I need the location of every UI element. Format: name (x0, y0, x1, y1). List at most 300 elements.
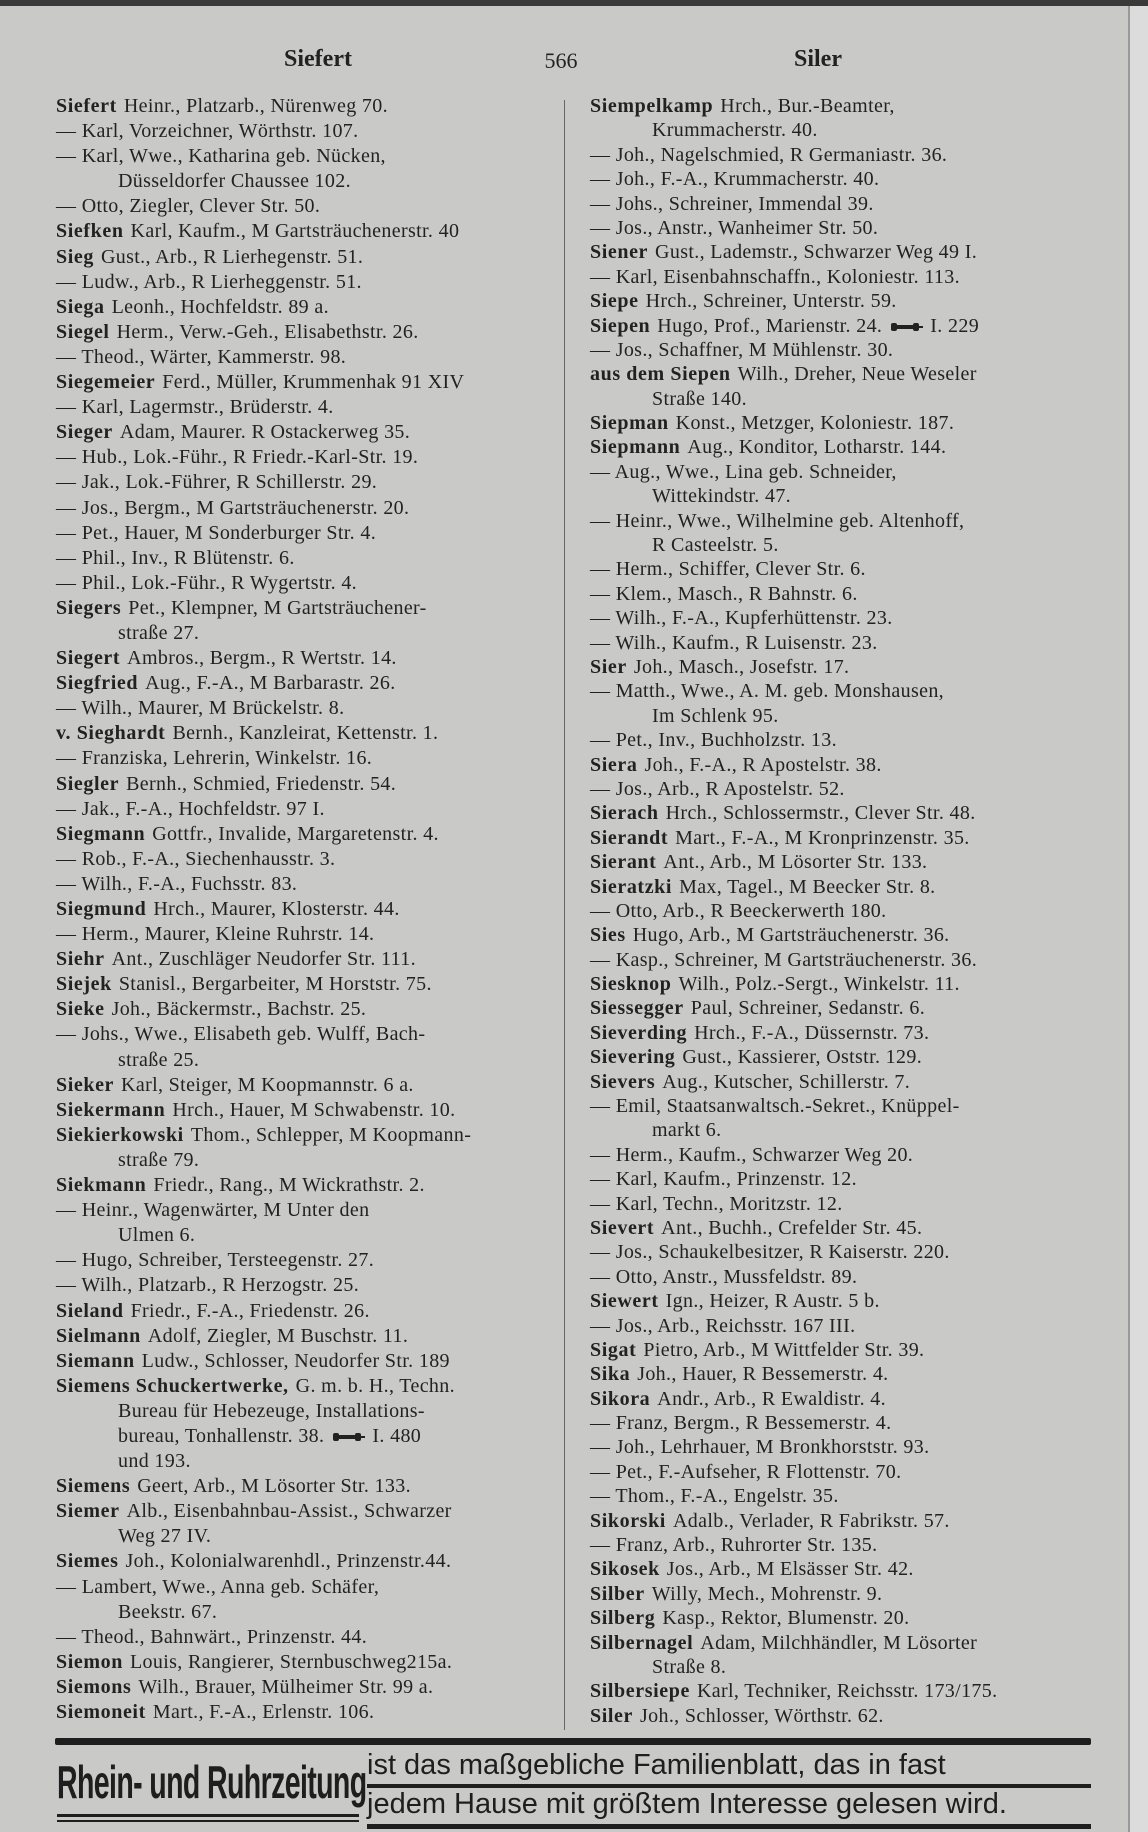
entry-details: Hrch., F.-A., Düssernstr. 73. (694, 1021, 930, 1044)
entry-details: Gottfr., Invalide, Margaretenstr. 4. (152, 822, 439, 845)
directory-entry-line (590, 1289, 1110, 1313)
entry-details: — Wilh., Maurer, M Brückelstr. 8. (56, 697, 345, 720)
entry-details: Aug., Konditor, Lotharstr. 144. (687, 436, 947, 459)
ad-text-line-2: jedem Hause mit größtem Interesse gelesen wird. (367, 1788, 1007, 1820)
directory-entry-line (590, 996, 1110, 1020)
directory-entry-line (56, 295, 556, 320)
entry-details: — Franz, Arb., Ruhrorter Str. 135. (590, 1534, 878, 1557)
entry-details: Thom., Schlepper, M Koopmann- (190, 1123, 472, 1146)
entry-surname: Siekermann (56, 1098, 166, 1121)
directory-entry-line (590, 1192, 1110, 1216)
directory-entry-line (56, 1549, 556, 1574)
directory-entry-line (56, 521, 556, 546)
entry-details: Adolf, Ziegler, M Buschstr. 11. (147, 1324, 409, 1347)
entry-details: Adam, Maurer. R Ostackerweg 35. (119, 421, 411, 444)
directory-entry-line (590, 1484, 1110, 1508)
entry-surname: Siewert (590, 1290, 659, 1313)
directory-entry-line (590, 192, 1110, 216)
entry-details: Wilh., Brauer, Mülheimer Str. 99 a. (138, 1675, 434, 1698)
entry-details: — Wilh., F.-A., Fuchsstr. 83. (56, 872, 298, 895)
directory-entry-line (56, 997, 556, 1022)
entry-details: Beekstr. 67. (118, 1600, 218, 1623)
entry-details: Kasp., Rektor, Blumenstr. 20. (662, 1607, 910, 1630)
directory-entry-line (56, 1424, 556, 1449)
entry-details: — Joh., Lehrhauer, M Bronkhorststr. 93. (590, 1436, 930, 1459)
directory-entry-line (590, 1216, 1110, 1240)
directory-entry-line (590, 1240, 1110, 1264)
entry-surname: Sier (590, 655, 627, 678)
entry-surname: Siejek (56, 973, 112, 996)
entry-details: Ant., Zuschläger Neudorfer Str. 111. (111, 948, 416, 971)
entry-details: Pietro, Arb., M Wittfelder Str. 39. (643, 1338, 925, 1361)
directory-entry-line (56, 144, 556, 169)
directory-entry-line (590, 1679, 1110, 1703)
entry-details: — Jos., Arb., R Apostelstr. 52. (590, 777, 845, 800)
directory-entry-line (56, 1650, 556, 1675)
entry-details: — Joh., F.-A., Krummacherstr. 40. (590, 168, 880, 191)
entry-surname: Siemens Schuckertwerke, (56, 1374, 289, 1397)
directory-entry-line (56, 1173, 556, 1198)
entry-details: Hrch., Bur.-Beamter, (720, 95, 895, 117)
entry-details: Hugo, Arb., M Gartsträuchenerstr. 36. (632, 924, 950, 947)
entry-details: — Rob., F.-A., Siechenhausstr. 3. (56, 847, 336, 870)
directory-entry-line (56, 1248, 556, 1273)
entry-surname: Silberg (590, 1607, 656, 1630)
newspaper-logo: Rhein- und Ruhrzeitung (57, 1756, 367, 1808)
entry-details: — Emil, Staatsanwaltsch.-Sekret., Knüppel- (590, 1095, 960, 1118)
entry-details: — Wilh., Platzarb., R Herzogstr. 25. (56, 1274, 360, 1297)
entry-details: G. m. b. H., Techn. (295, 1374, 455, 1397)
directory-entry-line (56, 797, 556, 822)
directory-entry-line (56, 1474, 556, 1499)
directory-entry-line (590, 1314, 1110, 1338)
entry-surname: Siera (590, 753, 638, 776)
directory-entry-line (590, 753, 1110, 777)
entry-details: und 193. (118, 1450, 191, 1473)
directory-entry-line (590, 1045, 1110, 1069)
entry-details: Aug., Kutscher, Schillerstr. 7. (662, 1070, 911, 1093)
entry-details: Düsseldorfer Chaussee 102. (118, 170, 351, 193)
entry-details: Karl, Techniker, Reichsstr. 173/175. (696, 1680, 998, 1703)
entry-details: Gust., Kassierer, Oststr. 129. (682, 1046, 923, 1069)
entry-surname: Sierach (590, 802, 659, 825)
entry-details: Joh., Bäckermstr., Bachstr. 25. (111, 998, 367, 1021)
telephone-icon (890, 315, 930, 337)
entry-surname: Sievers (590, 1070, 656, 1093)
entry-surname: Siekmann (56, 1174, 147, 1197)
directory-entry-line (56, 847, 556, 872)
directory-entry-line (56, 395, 556, 420)
entry-surname: Siemens (56, 1475, 131, 1498)
directory-entry-line (590, 1704, 1110, 1728)
entry-surname: Siepe (590, 290, 639, 313)
directory-entry-line (56, 1098, 556, 1123)
directory-entry-line (56, 872, 556, 897)
entry-details: Friedr., Rang., M Wickrathstr. 2. (153, 1174, 425, 1197)
entry-details: — Ludw., Arb., R Lierheggenstr. 51. (56, 270, 362, 293)
directory-entry-line (56, 822, 556, 847)
directory-entry-line (56, 370, 556, 395)
directory-entry-line (56, 1123, 556, 1148)
directory-entry-line (590, 1435, 1110, 1459)
entry-details: Hrch., Schlossermstr., Clever Str. 48. (665, 802, 976, 825)
directory-entry-line (590, 1118, 1110, 1142)
directory-entry-line (56, 1499, 556, 1524)
entry-details: Ign., Heizer, R Austr. 5 b. (665, 1290, 880, 1313)
entry-surname: Sieke (56, 998, 105, 1021)
directory-entry-line (590, 777, 1110, 801)
directory-entry-line (56, 721, 556, 746)
entry-details: Karl, Steiger, M Koopmannstr. 6 a. (121, 1073, 414, 1096)
entry-details: Geert, Arb., M Lösorter Str. 133. (137, 1475, 411, 1498)
directory-entry-line (590, 1655, 1110, 1679)
entry-details: — Herm., Maurer, Kleine Ruhrstr. 14. (56, 923, 375, 946)
entry-details: Alb., Eisenbahnbau-Assist., Schwarzer (126, 1500, 452, 1523)
directory-entry-line (56, 1625, 556, 1650)
directory-entry-line (56, 1449, 556, 1474)
entry-details: Leonh., Hochfeldstr. 89 a. (111, 295, 329, 318)
entry-details: straße 27. (118, 621, 200, 644)
logo-rule (57, 1814, 359, 1817)
directory-entry-line (56, 1575, 556, 1600)
entry-surname: Sigat (590, 1338, 637, 1361)
entry-details: straße 79. (118, 1148, 200, 1171)
directory-entry-line (56, 245, 556, 270)
entry-details: Friedr., F.-A., Friedenstr. 26. (130, 1299, 370, 1322)
directory-entry-line (56, 1148, 556, 1173)
telephone-number (890, 314, 979, 338)
directory-entry-line (590, 850, 1110, 874)
directory-entry-line (590, 338, 1110, 362)
entry-surname: Siemoneit (56, 1701, 146, 1723)
directory-entry-line (56, 94, 556, 119)
directory-entry-line (590, 631, 1110, 655)
telephone-number-text: I. 229 (930, 314, 980, 337)
directory-entry-line (590, 362, 1110, 386)
entry-details: — Karl, Eisenbahnschaffn., Koloniestr. 113. (590, 265, 960, 288)
directory-entry-line (56, 972, 556, 997)
entry-surname: Siegmann (56, 822, 146, 845)
directory-entry-line (590, 1021, 1110, 1045)
directory-entry-line (590, 1606, 1110, 1630)
entry-surname: Sievering (590, 1046, 676, 1069)
entry-details: — Karl, Techn., Moritzstr. 12. (590, 1192, 843, 1215)
directory-entry-line (590, 1338, 1110, 1362)
entry-details: Konst., Metzger, Koloniestr. 187. (675, 412, 955, 435)
entry-details: Ant., Arb., M Lösorter Str. 133. (663, 851, 928, 874)
directory-entry-line (590, 240, 1110, 264)
entry-details: — Phil., Lok.-Führ., R Wygertstr. 4. (56, 571, 358, 594)
entry-details: Krummacherstr. 40. (652, 119, 818, 142)
directory-entry-line (590, 801, 1110, 825)
entry-surname: Siehr (56, 948, 105, 971)
entry-surname: Siemon (56, 1650, 123, 1673)
entry-details: — Franziska, Lehrerin, Winkelstr. 16. (56, 747, 373, 770)
directory-entry-line (56, 169, 556, 194)
entry-details: — Wilh., Kaufm., R Luisenstr. 23. (590, 631, 878, 654)
directory-entry-line (56, 194, 556, 219)
directory-entry-line (56, 496, 556, 521)
directory-entry-line (56, 1223, 556, 1248)
telephone-number (332, 1424, 421, 1449)
entry-details: Max, Tagel., M Beecker Str. 8. (679, 875, 936, 898)
directory-entry-line (590, 948, 1110, 972)
directory-entry-line (590, 1167, 1110, 1191)
entry-details: — Heinr., Wagenwärter, M Unter den (56, 1199, 370, 1222)
entry-details: bureau, Tonhallenstr. 38. (118, 1424, 325, 1447)
directory-entry-line (56, 219, 556, 244)
directory-entry-line (56, 596, 556, 621)
entry-surname: Silbernagel (590, 1631, 694, 1654)
entry-details: — Karl, Lagermstr., Brüderstr. 4. (56, 396, 334, 419)
directory-entry-line (56, 897, 556, 922)
directory-entry-line (590, 533, 1110, 557)
directory-entry-line (590, 1460, 1110, 1484)
entry-surname: Siemann (56, 1349, 135, 1372)
directory-entry-line (56, 772, 556, 797)
entry-details: — Otto, Ziegler, Clever Str. 50. (56, 195, 321, 218)
directory-entry-line (590, 606, 1110, 630)
entry-surname: Siemes (56, 1550, 119, 1573)
directory-entry-line (56, 546, 556, 571)
entry-surname: Sieg (56, 245, 94, 268)
entry-details: Adam, Milchhändler, M Lösorter (700, 1631, 978, 1654)
entry-surname: Silber (590, 1582, 645, 1605)
entry-surname: Sikora (590, 1387, 651, 1410)
entry-details: — Jos., Bergm., M Gartsträuchenerstr. 20. (56, 496, 410, 519)
entry-details: — Pet., F.-Aufseher, R Flottenstr. 70. (590, 1460, 902, 1483)
entry-details: Joh., Masch., Josefstr. 17. (633, 655, 850, 678)
entry-details: — Jos., Anstr., Wanheimer Str. 50. (590, 216, 879, 239)
entry-details: — Karl, Vorzeichner, Wörthstr. 107. (56, 120, 359, 143)
directory-entry-line (56, 320, 556, 345)
directory-entry-line (590, 679, 1110, 703)
directory-entry-line (56, 1273, 556, 1298)
directory-entry-line (590, 289, 1110, 313)
entry-surname: Siepman (590, 412, 669, 435)
directory-entry-line (56, 470, 556, 495)
directory-entry-line (590, 265, 1110, 289)
entry-details: Gust., Lademstr., Schwarzer Weg 49 I. (655, 241, 978, 264)
entry-details: — Wilh., F.-A., Kupferhüttenstr. 23. (590, 607, 893, 630)
entry-details: Bernh., Kanzleirat, Kettenstr. 1. (172, 722, 439, 745)
directory-entry-line (590, 1143, 1110, 1167)
entry-details: Gust., Arb., R Lierhegenstr. 51. (100, 245, 364, 268)
entry-surname: v. Sieghardt (56, 722, 166, 745)
entry-details: Straße 140. (652, 387, 747, 410)
entry-details: Stanisl., Bergarbeiter, M Horststr. 75. (118, 973, 432, 996)
directory-entry-line (590, 167, 1110, 191)
directory-entry-line (590, 1070, 1110, 1094)
entry-surname: Sieland (56, 1299, 124, 1322)
entry-details: Weg 27 IV. (118, 1525, 212, 1548)
entry-details: Straße 8. (652, 1656, 727, 1678)
directory-entry-line (56, 1073, 556, 1098)
column-divider (564, 100, 565, 1730)
entry-details: Mart., F.-A., M Kronprinzenstr. 35. (675, 826, 970, 849)
entry-surname: Sieratzki (590, 875, 673, 898)
directory-entry-line (56, 671, 556, 696)
directory-entry-line (56, 746, 556, 771)
entry-surname: Siepen (590, 314, 651, 337)
directory-entry-line (590, 1582, 1110, 1606)
entry-details: — Hugo, Schreiber, Tersteegenstr. 27. (56, 1249, 375, 1272)
entry-details: — Theod., Wärter, Kammerstr. 98. (56, 345, 347, 368)
running-head-right: Siler (794, 46, 842, 72)
entry-surname: Sierant (590, 851, 657, 874)
directory-entry-line (590, 411, 1110, 435)
entry-details: — Jak., Lok.-Führer, R Schillerstr. 29. (56, 471, 378, 494)
directory-entry-line (590, 1387, 1110, 1411)
entry-surname: Siesknop (590, 973, 672, 996)
entry-surname: Siegfried (56, 672, 139, 695)
entry-details: Hugo, Prof., Marienstr. 24. (657, 314, 883, 337)
entry-details: — Matth., Wwe., A. M. geb. Monshausen, (590, 680, 945, 703)
entry-details: — Franz, Bergm., R Bessemerstr. 4. (590, 1412, 892, 1435)
banner-top-rule (55, 1738, 1091, 1745)
directory-entry-line (590, 1411, 1110, 1435)
entry-details: — Jak., F.-A., Hochfeldstr. 97 I. (56, 797, 325, 820)
entry-details: — Jos., Schaffner, M Mühlenstr. 30. (590, 338, 894, 361)
telephone-number-text: I. 480 (372, 1424, 422, 1447)
directory-entry-line (56, 1399, 556, 1424)
directory-entry-line (590, 582, 1110, 606)
entry-details: R Casteelstr. 5. (652, 534, 779, 557)
directory-entry-line (56, 119, 556, 144)
entry-details: Ant., Buchh., Crefelder Str. 45. (661, 1216, 923, 1239)
directory-entry-line (56, 1524, 556, 1549)
entry-details: Ferd., Müller, Krummenhak 91 XIV (162, 371, 465, 394)
entry-details: — Hub., Lok.-Führ., R Friedr.-Karl-Str. 19. (56, 446, 419, 469)
directory-entry-line (56, 922, 556, 947)
entry-details: Joh., F.-A., R Apostelstr. 38. (644, 753, 882, 776)
entry-details: — Otto, Arb., R Beeckerwerth 180. (590, 899, 887, 922)
directory-entry-line (56, 1675, 556, 1700)
entry-details: — Phil., Inv., R Blütenstr. 6. (56, 546, 295, 569)
directory-entry-line (590, 1265, 1110, 1289)
entry-details: — Karl, Kaufm., Prinzenstr. 12. (590, 1168, 857, 1191)
entry-details: Mart., F.-A., Erlenstr. 106. (152, 1701, 375, 1723)
entry-details: — Heinr., Wwe., Wilhelmine geb. Altenhoff, (590, 509, 965, 532)
entry-details: — Theod., Bahnwärt., Prinzenstr. 44. (56, 1625, 368, 1648)
ad-rule (367, 1824, 1091, 1829)
directory-entry-line (590, 143, 1110, 167)
entry-details: Bureau für Hebezeuge, Installations- (118, 1399, 425, 1422)
directory-entry-line (590, 704, 1110, 728)
directory-entry-line (590, 1631, 1110, 1655)
entry-details: — Johs., Schreiner, Immendal 39. (590, 192, 874, 215)
entry-details: Wilh., Dreher, Neue Weseler (737, 363, 977, 386)
directory-entry-line (590, 118, 1110, 142)
entry-details: — Karl, Wwe., Katharina geb. Nücken, (56, 145, 386, 168)
entry-details: Wittekindstr. 47. (652, 485, 792, 508)
entry-surname: Sikosek (590, 1558, 660, 1581)
entry-surname: Sierandt (590, 826, 669, 849)
entry-details: — Lambert, Wwe., Anna geb. Schäfer, (56, 1575, 380, 1598)
entry-surname: Siepmann (590, 436, 681, 459)
entry-details: Willy, Mech., Mohrenstr. 9. (651, 1582, 883, 1605)
entry-surname: Siefken (56, 220, 124, 243)
entry-details: — Jos., Arb., Reichsstr. 167 III. (590, 1314, 856, 1337)
directory-entry-line (56, 1600, 556, 1625)
entry-surname: Siener (590, 241, 649, 264)
entry-details: — Johs., Wwe., Elisabeth geb. Wulff, Bach- (56, 1023, 426, 1046)
directory-entry-line (56, 1299, 556, 1324)
entry-surname: aus dem Siepen (590, 363, 731, 386)
directory-entry-line (590, 216, 1110, 240)
scan-right-edge (1128, 6, 1148, 1832)
entry-details: Hrch., Hauer, M Schwabenstr. 10. (172, 1098, 456, 1121)
entry-details: — Kasp., Schreiner, M Gartsträuchenerstr. 36. (590, 948, 978, 971)
entry-details: Herm., Verw.-Geh., Elisabethstr. 26. (116, 320, 419, 343)
directory-entry-line (56, 1349, 556, 1374)
entry-details: — Jos., Schaukelbesitzer, R Kaiserstr. 220. (590, 1241, 950, 1264)
entry-details: Joh., Hauer, R Bessemerstr. 4. (637, 1363, 889, 1386)
entry-details: Karl, Kaufm., M Gartsträuchenerstr. 40 (130, 220, 460, 243)
entry-details: Ludw., Schlosser, Neudorfer Str. 189 (141, 1349, 450, 1372)
entry-surname: Sievert (590, 1216, 655, 1239)
directory-entry-line (590, 1533, 1110, 1557)
directory-entry-line (590, 484, 1110, 508)
directory-entry-line (56, 696, 556, 721)
entry-surname: Siegmund (56, 898, 147, 920)
entry-details: — Aug., Wwe., Lina geb. Schneider, (590, 460, 897, 483)
entry-details: Bernh., Schmied, Friedenstr. 54. (126, 772, 397, 795)
directory-entry-line (56, 646, 556, 671)
entry-surname: Sikorski (590, 1509, 666, 1532)
directory-entry-line (590, 387, 1110, 411)
entry-details: Im Schlenk 95. (652, 704, 779, 727)
directory-entry-line (590, 509, 1110, 533)
entry-details: Wilh., Polz.-Sergt., Winkelstr. 11. (678, 973, 960, 996)
advertisement-banner (55, 1738, 1091, 1830)
entry-details: Joh., Schlosser, Wörthstr. 62. (640, 1704, 884, 1727)
entry-details: Andr., Arb., R Ewaldistr. 4. (657, 1387, 886, 1410)
entry-details: — Otto, Anstr., Mussfeldstr. 89. (590, 1265, 858, 1288)
left-column (56, 94, 556, 1725)
directory-entry-line (590, 1094, 1110, 1118)
entry-surname: Siegel (56, 320, 110, 343)
directory-entry-line (56, 445, 556, 470)
directory-entry-line (590, 875, 1110, 899)
entry-surname: Siempelkamp (590, 95, 714, 117)
entry-details: — Pet., Hauer, M Sonderburger Str. 4. (56, 521, 377, 544)
directory-entry-line (56, 571, 556, 596)
directory-entry-line (56, 1022, 556, 1047)
directory-entry-line (590, 972, 1110, 996)
right-column (590, 94, 1110, 1728)
entry-surname: Siegert (56, 647, 121, 670)
directory-entry-line (56, 1048, 556, 1073)
entry-details: — Herm., Schiffer, Clever Str. 6. (590, 558, 866, 581)
entry-details: Pet., Klempner, M Gartsträuchener- (128, 596, 427, 619)
entry-details: Aug., F.-A., M Barbarastr. 26. (145, 672, 396, 695)
directory-entry-line (56, 621, 556, 646)
entry-surname: Siessegger (590, 997, 684, 1020)
directory-entry-line (590, 1509, 1110, 1533)
entry-details: Louis, Rangierer, Sternbuschweg215a. (129, 1650, 453, 1673)
entry-details: — Pet., Inv., Buchholzstr. 13. (590, 729, 837, 752)
entry-details: Ambros., Bergm., R Wertstr. 14. (127, 647, 397, 670)
entry-surname: Sieger (56, 421, 113, 444)
directory-entry-line (590, 1557, 1110, 1581)
entry-details: Jos., Arb., M Elsässer Str. 42. (666, 1558, 914, 1581)
directory-entry-line (590, 826, 1110, 850)
ad-text-line-1: ist das maßgebliche Familienblatt, das in fast (367, 1749, 946, 1781)
directory-entry-line (56, 947, 556, 972)
directory-entry-line (590, 655, 1110, 679)
directory-entry-line (56, 1374, 556, 1399)
